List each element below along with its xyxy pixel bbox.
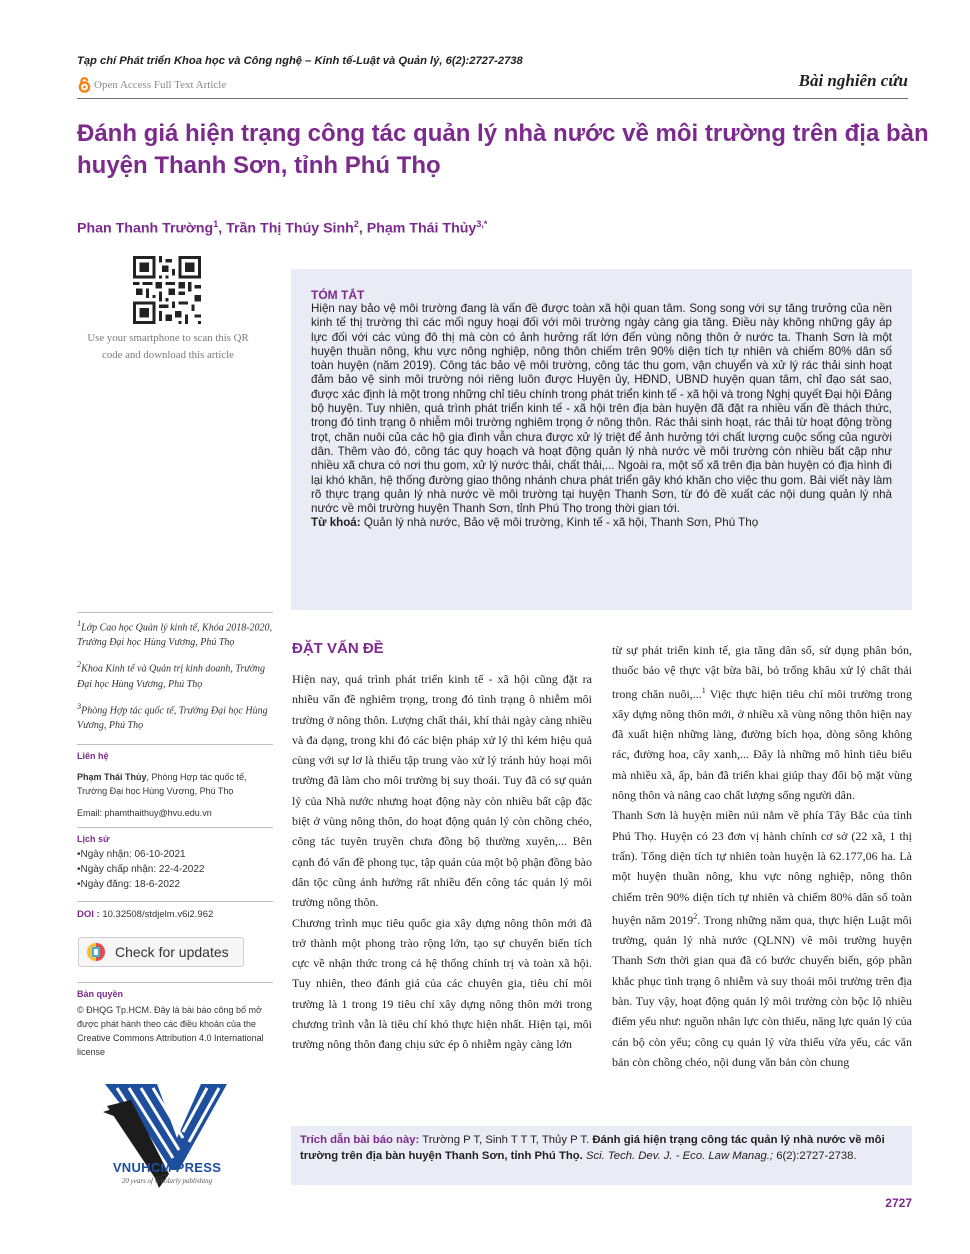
reference-mark[interactable]: 2 (693, 911, 698, 921)
citation-title: Đánh giá hiện trạng công tác quản lý nhà nước về môi trường trên địa bàn huyện Thanh Sơn, tỉnh Phú Thọ. (300, 1134, 885, 1162)
open-access-icon (77, 77, 92, 93)
citation-authors: Trường P T, Sinh T T T, Thủy P T. (422, 1134, 590, 1146)
contact-label: Liên hệ (77, 751, 109, 761)
qr-caption: Use your smartphone to scan this QR code and download this article (87, 332, 249, 361)
open-access-badge (77, 77, 226, 93)
citation-journal: Sci. Tech. Dev. J. - Eco. Law Manag.; (585, 1150, 774, 1162)
sidebar-rule (77, 901, 273, 902)
history-item: • Ngày đăng: 18-6-2022 (77, 877, 267, 892)
body-column-right (612, 640, 912, 1072)
affiliation: $^3$Phòng Hợp tác quốc tế, Trường Đại học Hùng Vương, Phú Thọ (77, 701, 268, 731)
author-name: Phạm Thái Thủy (366, 220, 477, 237)
body-paragraph: từ sự phát triển kinh tế, gia tăng dân số, sử dụng phân bón, thuốc bảo vệ thực vật bừa bãi, bỏ trống khâu xử lý chất thải trong chăn nuôi,...$^1$ Việc thực hiện tiêu chí môi trường trong xây dựng nông thôn mới, ở nhiều xã vùng nông thôn hiện nay đã xuất hiện những làng, đường bích họa, dòng sông không rác, đường hoa, cây xanh,... Đây là những mô hình tiêu biểu mà nhiều xã, ấp, bản đã triển khai giúp thay đổi bộ mặt vùng nông thôn và nâng cao chất lượng sống người dân. (612, 643, 912, 803)
contact-info (77, 770, 273, 798)
section-heading: ĐẶT VẤN ĐỀ (292, 640, 384, 657)
check-for-updates-label: Check for updates (115, 944, 229, 960)
author-sup: 1 (213, 219, 219, 229)
article-category: Bài nghiên cứu (798, 71, 908, 90)
sidebar-rule (77, 744, 273, 745)
crossmark-icon (85, 941, 107, 963)
qr-code-icon[interactable] (133, 256, 201, 324)
copyright-label: Bản quyền (77, 989, 124, 999)
copyright-text: © ĐHQG Tp.HCM. Đây là bài báo công bố mở được phát hành theo các điều khoản của the Creative Commons Attribution 4.0 International license (77, 1005, 264, 1057)
author-name: Trần Thị Thúy Sinh (226, 220, 354, 237)
citation-volume: 6(2):2727-2738. (776, 1150, 857, 1162)
author-sup: 2 (353, 219, 359, 229)
abstract-keywords (311, 516, 892, 530)
keywords-value: Quản lý nhà nước, Bảo vệ môi trường, Kinh tế - xã hội, Thanh Sơn, Phú Thọ (363, 516, 759, 530)
author-list: Phan Thanh Trường$^1$, Trần Thị Thúy Sinh$^2$, Phạm Thái Thủy$^{3,*}$ (77, 219, 488, 237)
history-item: • Ngày chấp nhận: 22-4-2022 (77, 862, 267, 877)
affiliation: $^1$Lớp Cao học Quản lý kinh tế, Khóa 2018-2020, Trường Đại học Hùng Vương, Phú Thọ (77, 619, 273, 649)
reference-mark[interactable]: 1 (701, 685, 706, 695)
affiliation-list (77, 616, 277, 733)
journal-line: Tạp chí Phát triển Khoa học và Công nghệ – Kinh tế-Luật và Quản lý, 6(2):2727-2738 (77, 55, 523, 67)
abstract-panel (291, 269, 912, 610)
open-access-label: Open Access Full Text Article (94, 79, 227, 91)
press-tagline: 20 years of scholarly publishing (121, 1177, 213, 1185)
contact-email[interactable]: Email: phamthaithuy@hvu.edu.vn (77, 808, 212, 818)
check-for-updates-button[interactable] (78, 937, 244, 967)
body-paragraph: Thanh Sơn là huyện miền núi nằm về phía Tây Bắc của tỉnh Phú Thọ. Huyện có 23 đơn vị hành chính cơ sở (22 xã, 1 thị trấn). Tổng diện tích tự nhiên toàn huyện là 62.177,06 ha. Là một huyện thuần nông, khu vực nông nghiệp, nông thôn chiếm trên 90% diện tích tự nhiên và chiếm 80% dân số toàn huyện năm 2019$^2$. Trong những năm qua, thực hiện Luật môi trường, quản lý nhà nước (QLNN) về môi trường huyện Thanh Sơn thời gian qua đã có bước chuyển biến, góp phần khắc phục tình trạng ô nhiễm và suy thoái môi trường trên địa bàn. Tuy vậy, hoạt động quản lý môi trường còn bộc lộ nhiều điểm yếu như: nguồn nhân lực còn thiếu, năng lực quản lý của cán bộ còn yếu; công cụ quản lý vừa thiếu vừa yếu, các văn bản còn chồng chéo, nội dung văn bản còn chung (612, 808, 912, 1069)
body-paragraph: Chương trình mục tiêu quốc gia xây dựng nông thôn mới đã trở thành một phong trào rộng lớn, tạo sự chuyển biến tích cực về nhận thức trong cả hệ thống chính trị và toàn xã hội. Tuy nhiên, theo đánh giá của các chuyên gia, tiêu chí môi trường là 1 trong 19 tiêu chí xây dựng nông thôn mới trong chương trình vẫn là tiêu chí khó thực hiện nhất. Hiện tại, môi trường nông thôn đang chịu sức ép ô nhiễm ngày càng lớn (292, 915, 592, 1052)
vnuhcm-press-logo-icon (97, 1078, 237, 1193)
sidebar-rule (77, 827, 273, 828)
author-sup: 3,* (476, 219, 488, 229)
press-name: VNUHCM PRESS (112, 1160, 222, 1175)
sidebar-rule (77, 982, 273, 983)
page-number: 2727 (885, 1196, 912, 1210)
body-paragraph: Hiện nay, quá trình phát triển kinh tế - xã hội cũng đặt ra nhiều vấn đề nghiêm trọng, trong đó tình trạng ô nhiễm môi trường ở nông thôn. Lượng chất thải, khí thải ngày càng nhiều và đa dạng, trong khi đó các biện pháp xử lý thì kém hiệu quả cùng với sự lơ là thiếu tập trung vào xử lý tránh hủy hoại môi trường đã làm cho môi trường bị suy thoái. Tuy đã có sự quản lý của Nhà nước nhưng hoạt động này còn nhiều bất cập đặc biệt ở vùng nông thôn, do hoạt động quản lý còn chồng chéo, công tác tuyên truyền chưa đồng bộ thường xuyên,... Bên cạnh đó vấn đề phong tục, tập quán của một bộ phận đồng bào dân tộc cũng ảnh hưởng rất nhiều đến công tác quản lý môi trường nông thôn. (292, 672, 592, 910)
article-title: Đánh giá hiện trạng công tác quản lý nhà nước về môi trường trên địa bàn huyện Thanh Sơn, tỉnh Phú Thọ (77, 120, 929, 179)
history-label: Lịch sử (77, 834, 110, 844)
contact-name: Phạm Thái Thủy (77, 772, 147, 782)
abstract-heading: TÓM TẮT (311, 288, 365, 302)
header-rule (77, 98, 908, 99)
author-name: Phan Thanh Trường (77, 220, 214, 237)
body-column-left (292, 669, 592, 1055)
doi-label: DOI : (77, 909, 100, 920)
keywords-label: Từ khoá: (311, 516, 361, 530)
doi (77, 909, 213, 920)
citation-label: Trích dẫn bài báo này: (300, 1134, 420, 1146)
citation-box (291, 1126, 912, 1185)
contact-detail: , Phòng Hợp tác quốc tế, Trường Đại học Hùng Vương, Phú Thọ (77, 772, 247, 796)
history-list (77, 847, 267, 892)
doi-link[interactable]: 10.32508/stdjelm.v6i2.962 (102, 909, 214, 920)
affiliation: $^2$Khoa Kinh tế và Quản trị kinh doanh, Trường Đại học Hùng Vương, Phú Thọ (77, 660, 266, 690)
abstract-text: Hiện nay bảo vệ môi trường đang là vấn đề được toàn xã hội quan tâm. Song song với sự tăng trưởng của nền kinh tế thị trường thì các mối nguy hoại đối với môi trường ngày càng gia tăng. Điều này không những gây áp lực đối với các vùng đô thị mà còn có ảnh hưởng rất lớn đến vùng nông thôn ở nước ta. Thanh Sơn là một huyện thuần nông, khu vực nông nghiệp, nông thôn chiếm trên 90% diện tích tự nhiên và chiếm 80% dân số toàn huyện (năm 2019). Công tác bảo vệ môi trường, công tác thu gom, vận chuyển và xử lý rác thải sinh hoạt đảm bảo vệ sinh môi trường nói riêng luôn được Huyện ủy, HĐND, UBND huyện quan tâm, chỉ đạo sát sao, được xác định là một trong những chỉ tiêu chính trong phát triển kinh tế - xã hội và trong Nghị quyết Đại hội Đảng bộ huyện. Tuy nhiên, quá trình phát triển kinh tế - xã hội trên địa bàn huyện đã đặt ra nhiều vấn đề thách thức, trong đó tình trạng ô nhiễm môi trường nghiêm trọng ở nông thôn. Rác thải sinh hoạt, rác thải từ hoạt động trồng trọt, chăn nuôi của các hộ gia đình vẫn chưa được xử lý triệt để ảnh hưởng tới chất lượng cuộc sống của người dân. Thêm vào đó, công tác quy hoạch và hoạt động quản lý nhà nước về môi trường còn nhiều bất cập như nhiều xã chưa có nơi thu gom, xử lý nước thải, chất thải,... Ngoài ra, một số xã trên địa bàn huyện có địa hình đi lại khó khăn, hệ thống đường giao thông nhánh chưa phát triển gây khó khăn cho việc thu gom. Bài viết này làm rõ thực trạng quản lý nhà nước về môi trường tại huyện Thanh Sơn, từ đó đề xuất các nội dung quản lý nhà nước về môi trường huyện Thanh Sơn, tỉnh Phú Thọ trong thời gian tới. (311, 302, 892, 516)
history-item: • Ngày nhận: 06-10-2021 (77, 847, 267, 862)
sidebar-rule (77, 612, 273, 613)
